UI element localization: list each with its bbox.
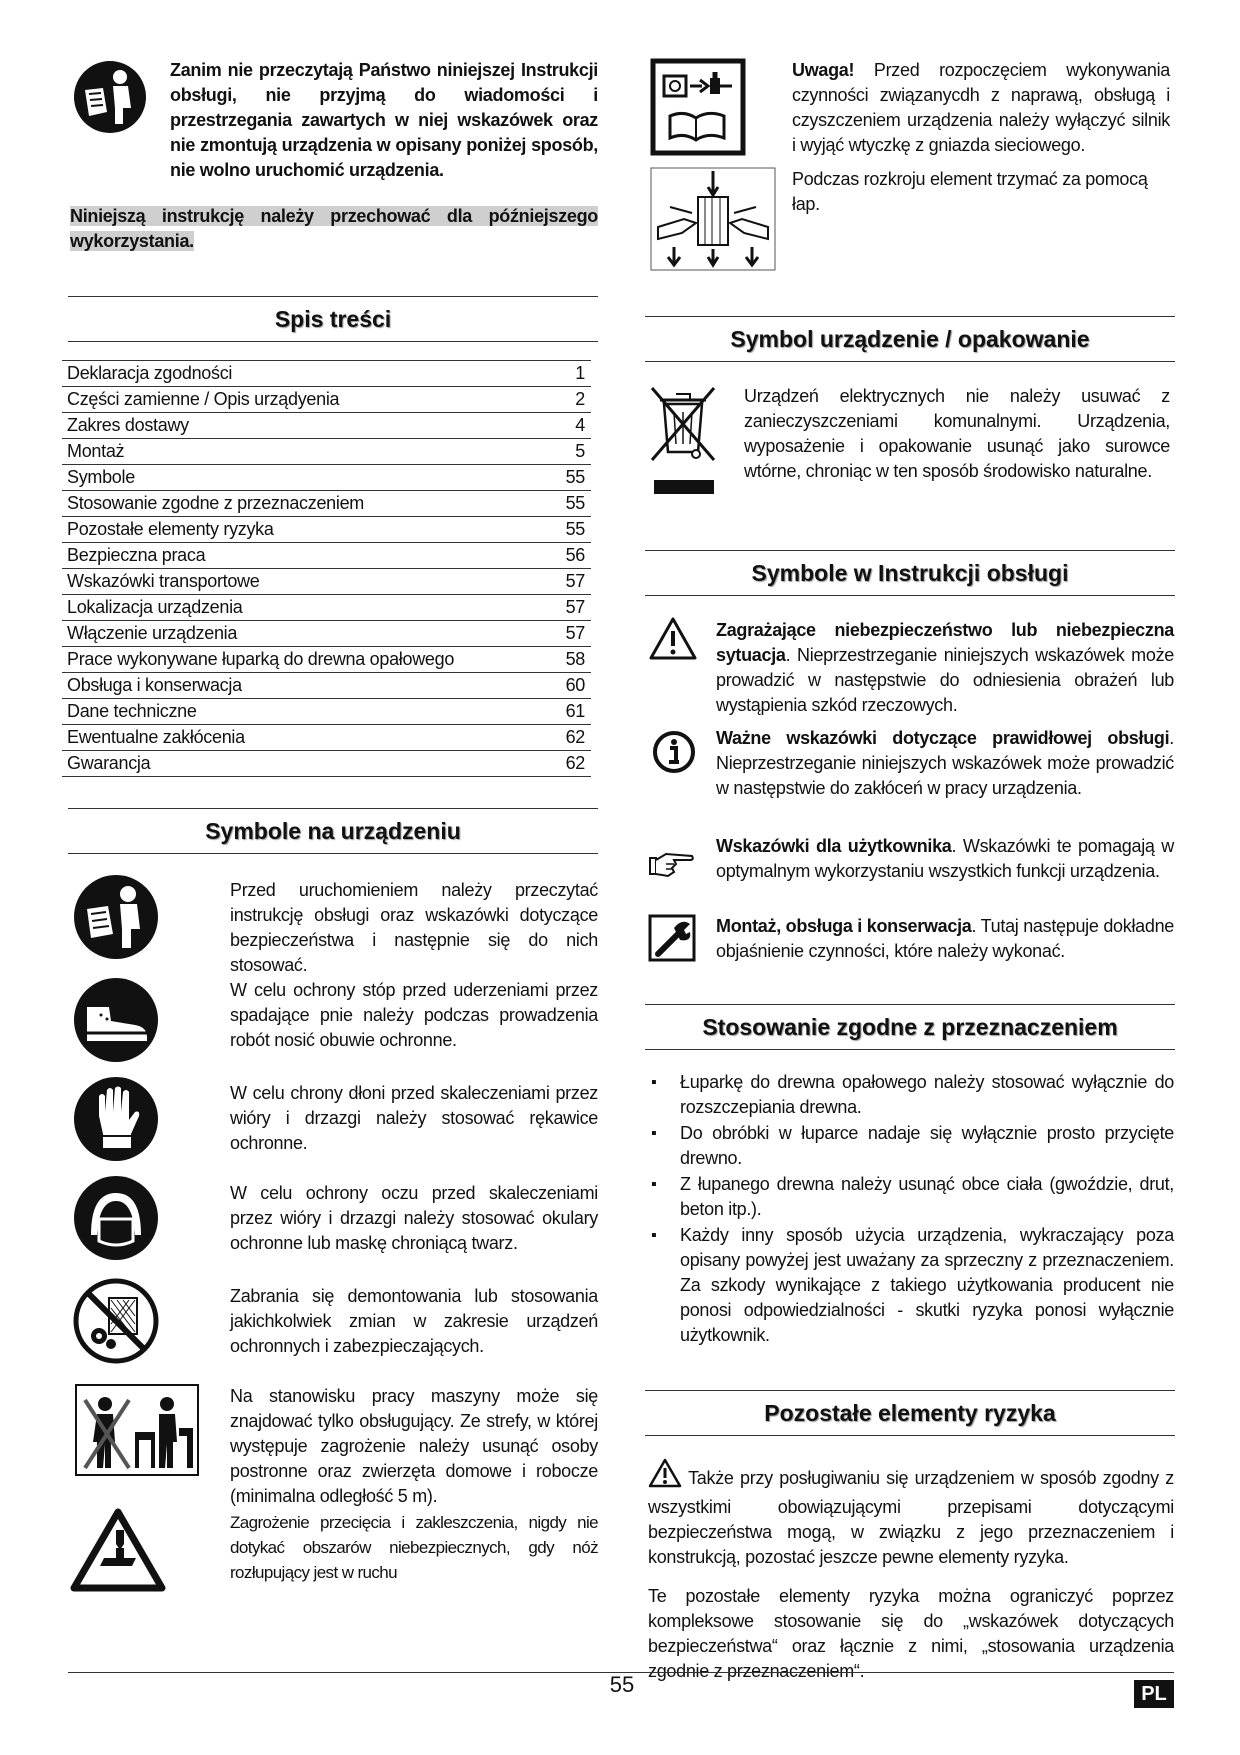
toc-page: 56	[565, 545, 585, 565]
danger-bold: Zagrażające niebezpieczeństwo lub niebezpieczna sytuacja	[716, 620, 1174, 665]
attention-label: Uwaga!	[792, 60, 855, 80]
language-badge: PL	[1134, 1680, 1174, 1708]
toc-row[interactable]	[62, 673, 591, 699]
keep-note-text: Niniejszą instrukcję należy przechować dla późniejszego wykorzystania.	[70, 206, 598, 251]
intro-keep-note	[70, 204, 598, 254]
toc-page: 58	[565, 649, 585, 669]
toc-row[interactable]	[62, 595, 591, 621]
toc-label: Włączenie urządzenia	[67, 623, 238, 643]
pointing-hand-icon	[648, 848, 694, 885]
danger-text: . Nieprzestrzeganie niniejszych wskazówek może prowadzić w następstwie do odniesienia obrażeń lub wystąpienia szkód rzeczowych.	[716, 645, 1174, 715]
packaging-text: Urządzeń elektrycznych nie należy usuwać z zanieczyszczeniami komunalnymi. Urządzenia, wyposażenie i opakowanie usunąć jako surowce wtórne, chroniąc w ten sposób środowisko naturalne.	[744, 386, 1170, 481]
info-note	[716, 726, 1174, 801]
toc-label: Obsługa i konserwacja	[67, 675, 242, 695]
residual-text1: Także przy posługiwaniu się urządzeniem w sposób zgodny z wszystkimi obowiązującymi przepisami dotyczącymi bezpieczeństwa mogą, w związku z jego przeznaczeniem i konstrukcją, pozostać jeszcze pewne elementy ryzyka.	[648, 1468, 1174, 1567]
toc-label: Deklaracja zgodności	[67, 363, 233, 383]
warning-triangle-icon	[648, 1458, 682, 1495]
intended-use-item: ▪ Do obróbki w łuparce nadaje się wyłącznie prosto przycięte drewno.	[648, 1121, 1174, 1171]
cut-hazard-text: Zagrożenie przecięcia i zakleszczenia, nigdy nie dotykać obszarów niebezpiecznych, gdy nóż rozłupujący jest w ruchu	[230, 1513, 598, 1582]
eye-protection-icon	[73, 1175, 159, 1266]
toc-page: 2	[575, 389, 585, 409]
no-dismantle-icon	[73, 1278, 159, 1369]
gloves-text: W celu chrony dłoni przed skaleczeniami przez wióry i drzazgi należy stosować rękawice ochronne.	[230, 1083, 598, 1153]
intended-use-item: ▪ Każdy inny sposób użycia urządzenia, wykraczający poza opisany powyżej jest uważany za sprzeczny z przeznaczeniem. Za szkody wynikające z takiego użytkowania producent nie ponosi odpowiedzialności - skutki ryzyka ponosi wyłącznie użytkownik.	[648, 1223, 1174, 1348]
intended-use-item: ▪ Z łupanego drewna należy usunąć obce ciała (gwoździe, drut, beton itp.).	[648, 1172, 1174, 1222]
toc-row[interactable]	[62, 491, 591, 517]
toc-label: Stosowanie zgodne z przeznaczeniem	[67, 493, 364, 513]
user-note	[716, 834, 1174, 884]
toc-label: Gwarancja	[67, 753, 151, 773]
toc-label: Wskazówki transportowe	[67, 571, 260, 591]
cut-hazard-icon	[70, 1508, 166, 1599]
intended-use-title: Stosowanie zgodne z przeznaczeniem	[645, 1004, 1175, 1050]
operator-only-text: Na stanowisku pracy maszyny może się znajdować tylko obsługujący. Ze strefy, w której występuje zagrożenie należy usunąć osoby postronne oraz zwierzęta domowe i robocze (minimalna odległość 5 m).	[230, 1386, 598, 1506]
toc-label: Dane techniczne	[67, 701, 197, 721]
toc-page: 62	[565, 753, 585, 773]
toc-row[interactable]	[62, 439, 591, 465]
toc-label: Prace wykonywane łuparką do drewna opałowego	[67, 649, 455, 669]
maintenance-note	[716, 914, 1174, 964]
toc-row[interactable]	[62, 621, 591, 647]
toc-row[interactable]	[62, 413, 591, 439]
eyes-text: W celu ochrony oczu przed skaleczeniami przez wióry i drzazgi należy stosować okulary ochronne lub maskę chroniącą twarz.	[230, 1183, 598, 1253]
packaging-title: Symbol urządzenie / opakowanie	[645, 316, 1175, 362]
toc-row[interactable]	[62, 569, 591, 595]
toc-page: 62	[565, 727, 585, 747]
toc-title: Spis treści	[68, 296, 598, 342]
residual-risk-text1	[648, 1458, 1174, 1570]
toc-label: Pozostałe elementy ryzyka	[67, 519, 274, 539]
residual-risk-title: Pozostałe elementy ryzyka	[645, 1390, 1175, 1436]
toc-page: 55	[565, 467, 585, 487]
toc-row[interactable]	[62, 725, 591, 751]
toc-page: 57	[565, 623, 585, 643]
intro-warning: Zanim nie przeczytają Państwo niniejszej Instrukcji obsługi, nie przyjmą do wiadomości i przestrzegania zawartych w niej wskazówek oraz nie zmontują urządzenia w opisany poniżej sposób, nie wolno uruchomić urządzenia.	[170, 60, 598, 180]
toc-page: 5	[575, 441, 585, 461]
info-text: . Nieprzestrzeganie niniejszych wskazówek może prowadzić w następstwie do zakłóceń w pracy urządzenia.	[716, 728, 1174, 798]
intended-use-list	[648, 1070, 1174, 1349]
toc-row[interactable]	[62, 543, 591, 569]
toc-label: Symbole	[67, 467, 135, 487]
shoes-text: W celu ochrony stóp przed uderzeniami przez spadające pnie należy podczas prowadzenia robót nosić obuwie ochronne.	[230, 980, 598, 1050]
toc-row[interactable]	[62, 361, 591, 387]
manual-symbols-title: Symbole w Instrukcji obsługi	[645, 550, 1175, 596]
danger-note	[716, 618, 1174, 718]
toc-row[interactable]	[62, 465, 591, 491]
toc-row[interactable]	[62, 517, 591, 543]
info-bold: Ważne wskazówki dotyczące prawidłowej obsługi	[716, 728, 1170, 748]
toc-label: Ewentualne zakłócenia	[67, 727, 245, 747]
residual-risk-text2: Te pozostałe elementy ryzyka można ograniczyć poprzez kompleksowe stosowanie się do „wskazówek dotyczących bezpieczeństwa“ oraz łącznie z nimi, „stosowania urządzenia zgodnie z przeznaczeniem“.	[648, 1586, 1174, 1681]
toc-page: 61	[565, 701, 585, 721]
toc-label: Części zamienne / Opis urządyenia	[67, 389, 340, 409]
toc-row[interactable]	[62, 751, 591, 777]
toc-page: 55	[565, 519, 585, 539]
toc-row[interactable]	[62, 387, 591, 413]
user-text: . Wskazówki te pomagają w optymalnym wykorzystaniu wszystkich funkcji urządzenia.	[716, 836, 1174, 881]
toc-page: 55	[565, 493, 585, 513]
toc-page: 57	[565, 571, 585, 591]
toc-page: 60	[565, 675, 585, 695]
gloves-icon	[73, 1076, 159, 1167]
toc-label: Lokalizacja urządzenia	[67, 597, 243, 617]
info-icon	[652, 730, 696, 779]
toc-page: 57	[565, 597, 585, 617]
intended-use-item: ▪ Łuparkę do drewna opałowego należy stosować wyłącznie do rozszczepiania drewna.	[648, 1070, 1174, 1120]
device-symbols-title: Symbole na urządzeniu	[68, 808, 598, 854]
splitting-note: Podczas rozkroju element trzymać za pomocą łap.	[792, 169, 1148, 214]
attention-note	[792, 58, 1170, 158]
user-bold: Wskazówki dla użytkownika	[716, 836, 952, 856]
read-manual-icon	[73, 60, 147, 134]
toc-label: Montaż	[67, 441, 125, 461]
wrench-icon	[648, 914, 696, 967]
attention-text: Przed rozpoczęciem wykonywania czynności związanycdh z naprawą, obsługą i czyszczeniem urządzenia należy wyłączyć silnik i wyjąć wtyczkę z gniazda sieciowego.	[792, 60, 1170, 155]
page-number: 55	[609, 1672, 635, 1697]
danger-triangle-icon	[648, 616, 698, 667]
weee-bin-icon	[648, 384, 718, 501]
operator-only-icon	[75, 1384, 199, 1481]
read-manual-icon	[73, 874, 159, 965]
toc-label: Zakres dostawy	[67, 415, 189, 435]
toc-page: 4	[575, 415, 585, 435]
splitting-hands-icon	[650, 167, 776, 276]
toc-row[interactable]	[62, 647, 591, 673]
maint-text: . Tutaj następuje dokładne objaśnienie czynności, które należy wykonać.	[716, 916, 1174, 961]
toc-list	[62, 360, 591, 777]
read-manual-text: Przed uruchomieniem należy przeczytać instrukcję obsługi oraz wskazówki dotyczące bezpieczeństwa i następnie się do nich stosować.	[230, 880, 598, 975]
no-dismantle-text: Zabrania się demontowania lub stosowania jakichkolwiek zmian w zakresie urządzeń ochronnych i zabezpieczających.	[230, 1286, 598, 1356]
maint-bold: Montaż, obsługa i konserwacja	[716, 916, 972, 936]
toc-page: 1	[575, 363, 585, 383]
safety-shoes-icon	[73, 977, 159, 1068]
toc-row[interactable]	[62, 699, 591, 725]
toc-label: Bezpieczna praca	[67, 545, 206, 565]
unplug-manual-icon	[650, 58, 746, 161]
